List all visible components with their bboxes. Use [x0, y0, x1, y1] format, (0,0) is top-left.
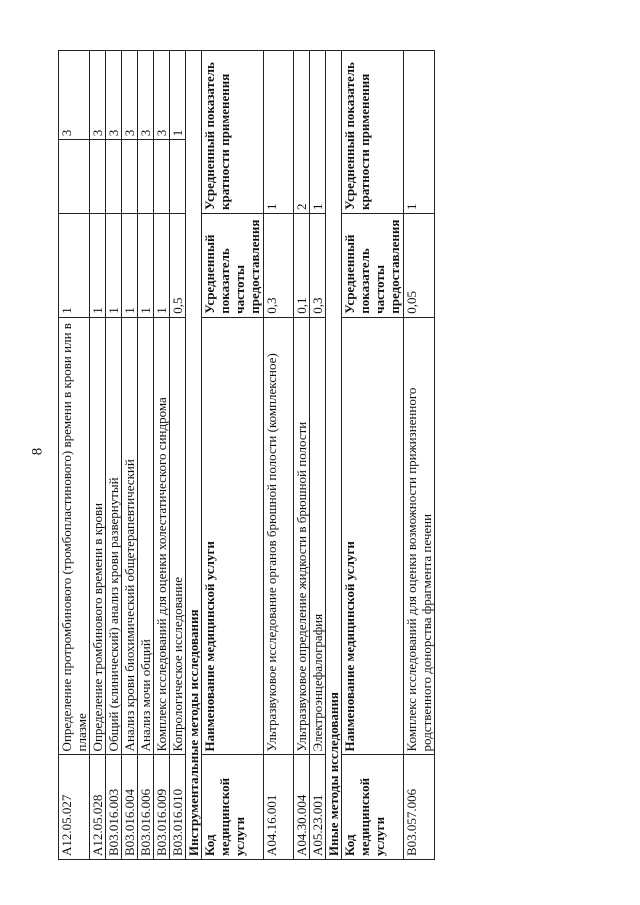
service-name: Копрологическое исследование: [170, 317, 186, 755]
page-number: 8: [29, 447, 46, 456]
section-row: [326, 51, 342, 860]
service-name: Анализ крови биохимический общетерапевтический: [122, 317, 138, 755]
service-code: A12.05.027: [59, 755, 90, 860]
multiplicity-value: 1: [264, 51, 294, 214]
service-code: A04.30.004: [294, 755, 310, 860]
frequency-value: 0,05: [404, 214, 435, 318]
service-code: A04.16.001: [264, 755, 294, 860]
service-name: Анализ мочи общий: [138, 317, 154, 755]
service-name: Ультразвуковое определение жидкости в брюшной полости: [294, 317, 310, 755]
service-name: Комплекс исследований для оценки возможности прижизненного родственного донорства фрагмента печени: [404, 317, 435, 755]
table-row: [294, 51, 310, 860]
service-code: B03.016.003: [106, 755, 122, 860]
section-row: [186, 51, 202, 860]
table-row: [122, 51, 138, 860]
multiplicity-value: 3: [59, 51, 90, 140]
table-row: [170, 51, 186, 860]
frequency-value: 1: [90, 214, 106, 318]
empty-cell: [138, 140, 154, 214]
service-code: B03.016.004: [122, 755, 138, 860]
service-name: Общий (клинический) анализ крови развернутый: [106, 317, 122, 755]
services-table: [58, 50, 435, 860]
header-code: Код медицинской услуги: [342, 755, 404, 860]
empty-cell: [154, 140, 170, 214]
header-frequency: Усредненный показатель частоты предоставления: [202, 214, 264, 318]
multiplicity-value: 3: [154, 51, 170, 140]
service-code: B03.016.010: [170, 755, 186, 860]
multiplicity-value: 3: [90, 51, 106, 140]
service-name: Определение тромбинового времени в крови: [90, 317, 106, 755]
service-name: Электроэнцефалография: [310, 317, 326, 755]
frequency-value: 1: [59, 214, 90, 318]
service-code: B03.016.009: [154, 755, 170, 860]
multiplicity-value: 3: [106, 51, 122, 140]
empty-cell: [59, 140, 90, 214]
header-row: [202, 51, 264, 860]
frequency-value: 1: [106, 214, 122, 318]
multiplicity-value: 2: [294, 51, 310, 214]
multiplicity-value: 1: [404, 51, 435, 214]
header-frequency: Усредненный показатель частоты предоставления: [342, 214, 404, 318]
service-name: Ультразвуковое исследование органов брюшной полости (комплексное): [264, 317, 294, 755]
table-row: [264, 51, 294, 860]
section-title-other: Иные методы исследования: [326, 51, 342, 860]
service-code: B03.016.006: [138, 755, 154, 860]
table-row: [404, 51, 435, 860]
header-name: Наименование медицинской услуги: [202, 317, 264, 755]
table-row: [138, 51, 154, 860]
multiplicity-value: 1: [170, 51, 186, 140]
frequency-value: 1: [154, 214, 170, 318]
table-row: [154, 51, 170, 860]
frequency-value: 1: [138, 214, 154, 318]
frequency-value: 1: [122, 214, 138, 318]
frequency-value: 0,3: [310, 214, 326, 318]
frequency-value: 0,3: [264, 214, 294, 318]
table-row: [106, 51, 122, 860]
header-multiplicity: Усредненный показатель кратности применения: [342, 51, 404, 214]
empty-cell: [122, 140, 138, 214]
multiplicity-value: 3: [138, 51, 154, 140]
service-name: Комплекс исследований для оценки холестатического синдрома: [154, 317, 170, 755]
multiplicity-value: 3: [122, 51, 138, 140]
header-code: Код медицинской услуги: [202, 755, 264, 860]
frequency-value: 0,5: [170, 214, 186, 318]
empty-cell: [106, 140, 122, 214]
section-title-instrumental: Инструментальные методы исследования: [186, 51, 202, 860]
service-name: Определение протромбинового (тромбопластинового) времени в крови или в плазме: [59, 317, 90, 755]
table-row: [310, 51, 326, 860]
empty-cell: [170, 140, 186, 214]
rotated-document: [58, 50, 504, 860]
service-code: A12.05.028: [90, 755, 106, 860]
header-multiplicity: Усредненный показатель кратности применения: [202, 51, 264, 214]
multiplicity-value: 1: [310, 51, 326, 214]
table-row: [59, 51, 90, 860]
header-name: Наименование медицинской услуги: [342, 317, 404, 755]
header-row: [342, 51, 404, 860]
service-code: B03.057.006: [404, 755, 435, 860]
frequency-value: 0,1: [294, 214, 310, 318]
service-code: A05.23.001: [310, 755, 326, 860]
empty-cell: [90, 140, 106, 214]
table-row: [90, 51, 106, 860]
